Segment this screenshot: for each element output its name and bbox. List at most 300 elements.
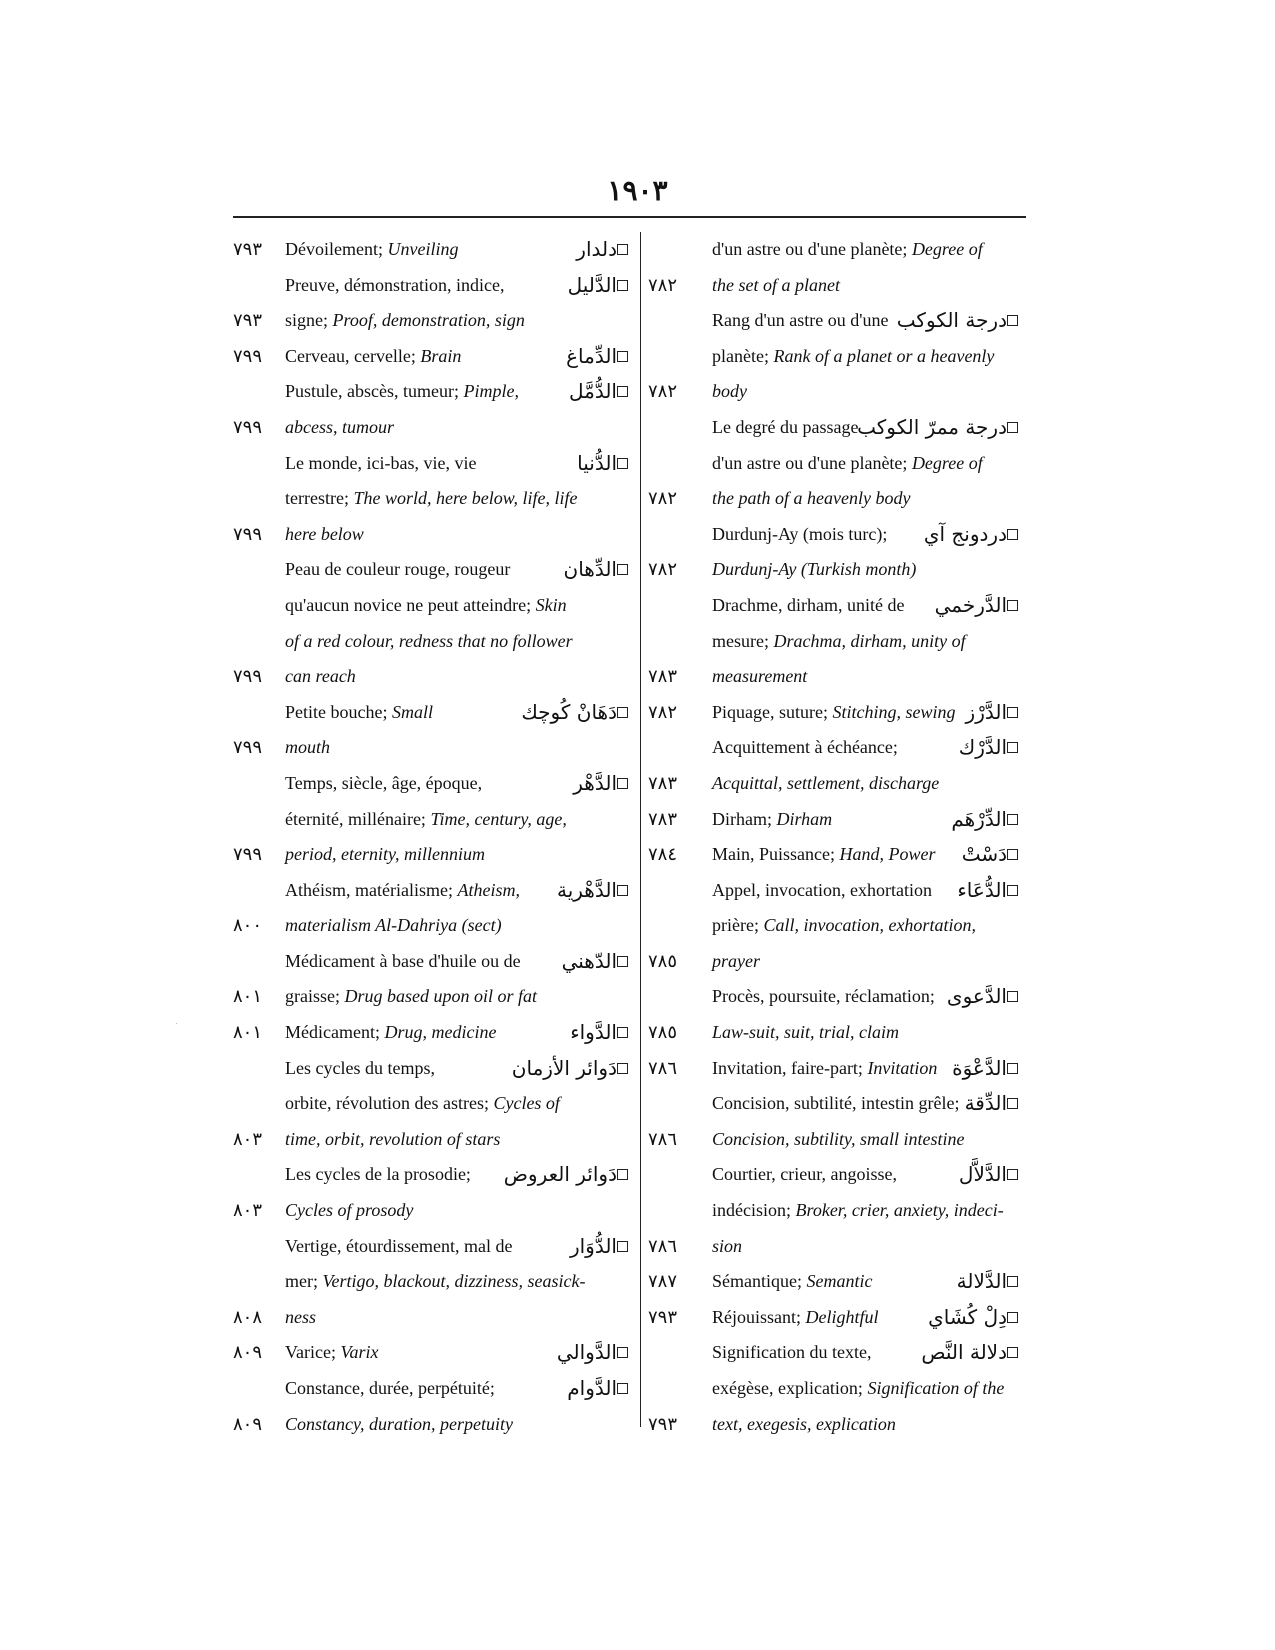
square-bullet-icon — [617, 458, 628, 469]
arabic-term: دَهَانْ كُوچك — [521, 699, 617, 724]
entry-line — [233, 517, 636, 553]
english-definition: Acquittal, settlement, discharge — [712, 772, 940, 793]
french-definition: graisse; — [285, 986, 345, 1007]
english-definition: ness — [285, 1306, 316, 1327]
definition-text — [285, 232, 458, 268]
definition-text — [712, 303, 888, 339]
page-reference: ٧٨٢ — [648, 381, 678, 402]
square-bullet-icon — [617, 244, 628, 255]
french-definition: Invitation, faire-part; — [712, 1057, 868, 1078]
page-reference: ٨٠٣ — [233, 1200, 263, 1221]
page-reference: ٧٨٢ — [648, 701, 678, 722]
arabic-headword — [921, 1335, 1026, 1371]
definition-text — [285, 1335, 378, 1371]
french-definition: qu'aucun novice ne peut atteindre; — [285, 594, 536, 615]
arabic-term: الدُّوَار — [569, 1233, 617, 1258]
english-definition: Signification of the — [867, 1378, 1005, 1398]
margin-mark — [176, 1023, 177, 1024]
english-definition: measurement — [712, 666, 808, 687]
entry-line — [233, 730, 636, 766]
entry-line — [648, 1300, 1026, 1336]
definition-text — [285, 766, 482, 802]
english-definition: time, orbit, revolution of stars — [285, 1128, 501, 1149]
english-definition: Proof, demonstration, sign — [332, 310, 525, 331]
definition-text — [285, 1157, 471, 1193]
entry-line — [233, 268, 636, 304]
square-bullet-icon — [1007, 707, 1018, 718]
entry-line — [233, 1371, 636, 1407]
definition-text — [712, 588, 904, 624]
square-bullet-icon — [617, 1241, 628, 1252]
arabic-term: درجة ممرّ الكوكب — [857, 414, 1007, 439]
french-definition: Temps, siècle, âge, époque, — [285, 772, 483, 793]
definition-text — [712, 695, 955, 731]
definition-text — [285, 1407, 513, 1443]
square-bullet-icon — [617, 564, 628, 575]
page-reference: ٧٨٦ — [648, 1128, 678, 1149]
definition-text — [712, 517, 887, 553]
english-definition: Delightful — [805, 1306, 879, 1327]
entry-line — [233, 481, 636, 517]
definition-text — [712, 908, 976, 944]
definition-text — [712, 1371, 1004, 1407]
entry-line — [233, 1015, 636, 1051]
entry-line — [648, 837, 1026, 873]
entry-line — [233, 410, 636, 446]
arabic-headword — [928, 1300, 1026, 1336]
english-definition: Stitching, sewing — [832, 701, 956, 722]
definition-text — [285, 410, 394, 446]
french-definition: Procès, poursuite, réclamation; — [712, 986, 935, 1007]
arabic-headword — [504, 1157, 636, 1193]
entry-line — [233, 1122, 636, 1158]
page-reference: ٨٠٩ — [233, 1342, 263, 1363]
definition-text — [712, 232, 983, 268]
entry-line — [648, 232, 1026, 268]
page-reference: ٧٩٩ — [233, 737, 263, 758]
french-definition: Dirham; — [712, 808, 777, 829]
definition-text — [285, 624, 573, 660]
definition-text — [285, 1300, 316, 1336]
definition-text — [285, 730, 330, 766]
french-definition: Le monde, ici-bas, vie, vie — [285, 452, 477, 473]
arabic-headword — [569, 374, 636, 410]
entry-line — [648, 552, 1026, 588]
arabic-term: الدَّهْر — [573, 770, 617, 795]
arabic-term: الدُّنيا — [577, 450, 617, 475]
english-definition: Broker, crier, anxiety, indeci- — [795, 1200, 1004, 1221]
definition-text — [712, 1193, 1004, 1229]
square-bullet-icon — [1007, 991, 1018, 1002]
entry-line — [648, 303, 1026, 339]
square-bullet-icon — [617, 956, 628, 967]
column-divider — [640, 232, 641, 1427]
english-definition: prayer — [712, 950, 760, 971]
entry-line — [648, 1015, 1026, 1051]
arabic-term: دلالة النَّص — [921, 1340, 1007, 1365]
french-definition: exégèse, explication; — [712, 1378, 868, 1398]
arabic-headword — [959, 730, 1026, 766]
english-definition: Small — [391, 701, 433, 722]
french-definition: Vertige, étourdissement, mal de — [285, 1235, 513, 1256]
definition-text — [285, 552, 510, 588]
page-reference: ٧٨٢ — [648, 488, 678, 509]
arabic-term: الدِّرْهَم — [951, 806, 1007, 831]
arabic-term: الدَّرْز — [965, 699, 1007, 724]
english-definition: mouth — [285, 737, 330, 758]
french-definition: Drachme, dirham, unité de — [712, 594, 905, 615]
english-definition: Degree of — [911, 239, 983, 259]
definition-text — [285, 1264, 585, 1300]
french-definition: Les cycles du temps, — [285, 1057, 435, 1078]
definition-text — [712, 1122, 965, 1158]
french-definition: Les cycles de la prosodie; — [285, 1164, 471, 1185]
english-definition: Call, invocation, exhortation, — [763, 915, 976, 936]
definition-text — [285, 837, 485, 873]
arabic-term: الدِّقة — [964, 1091, 1007, 1116]
entry-line — [648, 410, 1026, 446]
english-definition: Dirham — [776, 808, 833, 829]
arabic-headword — [566, 339, 636, 375]
definition-text — [712, 1407, 896, 1443]
entry-line — [648, 802, 1026, 838]
arabic-term: الدَّواء — [570, 1020, 617, 1045]
page-reference: ٨٠٠ — [233, 915, 263, 936]
arabic-term: الدَّرخمي — [934, 592, 1007, 617]
french-definition: Peau de couleur rouge, rougeur — [285, 559, 511, 580]
arabic-term: الدِّماغ — [566, 343, 617, 368]
entry-line — [648, 1193, 1026, 1229]
english-definition: Skin — [535, 594, 567, 615]
square-bullet-icon — [1007, 742, 1018, 753]
french-definition: Pustule, abscès, tumeur; — [285, 381, 464, 402]
definition-text — [712, 1229, 742, 1265]
english-definition: sion — [712, 1235, 743, 1256]
arabic-term: الدَّلاَّل — [958, 1162, 1007, 1187]
entry-line — [648, 944, 1026, 980]
arabic-headword — [935, 588, 1026, 624]
entry-line — [233, 1407, 636, 1443]
page-reference: ٧٩٩ — [233, 844, 263, 865]
entry-line — [233, 873, 636, 909]
square-bullet-icon — [1007, 814, 1018, 825]
arabic-term: الدَّرْك — [958, 735, 1007, 760]
definition-text — [285, 1015, 496, 1051]
arabic-headword — [952, 1051, 1026, 1087]
definition-text — [285, 979, 537, 1015]
french-definition: Signification du texte, — [712, 1342, 872, 1363]
definition-text — [712, 730, 898, 766]
english-definition: the set of a planet — [712, 274, 840, 295]
entry-line — [233, 446, 636, 482]
entry-line — [648, 481, 1026, 517]
arabic-headword — [962, 837, 1026, 873]
page-reference: ٧٩٣ — [648, 1306, 678, 1327]
arabic-headword — [570, 1229, 636, 1265]
arabic-term: الدَّعوى — [946, 984, 1007, 1009]
arabic-headword — [576, 232, 636, 268]
french-definition: d'un astre ou d'une planète; — [712, 452, 912, 473]
entry-line — [233, 232, 636, 268]
page-reference: ٧٨٢ — [648, 559, 678, 580]
page-reference: ٧٩٩ — [233, 416, 263, 437]
arabic-term: دِلْ كُشَاي — [928, 1304, 1007, 1329]
english-definition: materialism Al-Dahriya (sect) — [285, 915, 502, 936]
definition-text — [285, 944, 521, 980]
french-definition: prière; — [712, 915, 764, 936]
definition-text — [285, 659, 356, 695]
page-reference: ٧٩٩ — [233, 523, 263, 544]
arabic-headword — [564, 552, 636, 588]
header-rule — [233, 216, 1026, 218]
page-reference: ٧٨٧ — [648, 1271, 678, 1292]
english-definition: Unveiling — [387, 239, 459, 259]
french-definition: mesure; — [712, 630, 774, 651]
definition-text — [285, 588, 567, 624]
definition-text — [712, 1086, 959, 1122]
french-definition: terrestre; — [285, 488, 354, 509]
page-reference: ٧٨٤ — [648, 844, 678, 865]
english-definition: the path of a heavenly body — [712, 488, 911, 509]
english-definition: Drug, medicine — [384, 1022, 497, 1043]
page-reference: ٧٨٣ — [648, 666, 678, 687]
entry-line — [648, 766, 1026, 802]
arabic-term: الدّهني — [561, 948, 617, 973]
arabic-headword — [947, 979, 1026, 1015]
arabic-headword — [966, 695, 1026, 731]
french-definition: Concision, subtilité, intestin grêle; — [712, 1093, 960, 1114]
entry-line — [233, 374, 636, 410]
english-definition: Durdunj-Ay (Turkish month) — [712, 559, 917, 580]
french-definition: Médicament à base d'huile ou de — [285, 950, 521, 971]
french-definition: Preuve, démonstration, indice, — [285, 274, 505, 295]
arabic-headword — [857, 410, 1026, 446]
left-column — [233, 232, 636, 1442]
english-definition: Pimple, — [463, 381, 519, 402]
arabic-term: دَوائر العروض — [503, 1162, 617, 1187]
entry-line — [648, 1229, 1026, 1265]
definition-text — [712, 1157, 897, 1193]
english-definition: Drug based upon oil or fat — [344, 986, 537, 1007]
page-reference: ٧٨٥ — [648, 950, 678, 971]
french-definition: Le degré du passage — [712, 416, 859, 437]
entry-line — [648, 1086, 1026, 1122]
arabic-headword — [567, 1371, 636, 1407]
square-bullet-icon — [617, 1169, 628, 1180]
page-reference: ٨٠٨ — [233, 1306, 263, 1327]
english-definition: can reach — [285, 666, 356, 687]
entry-line — [233, 1051, 636, 1087]
entry-line — [648, 659, 1026, 695]
entry-line — [233, 979, 636, 1015]
entry-line — [648, 268, 1026, 304]
square-bullet-icon — [1007, 1347, 1018, 1358]
definition-text — [285, 1051, 435, 1087]
arabic-term: الدَّليل — [567, 272, 617, 297]
english-definition: body — [712, 381, 747, 402]
entry-line — [648, 1335, 1026, 1371]
definition-text — [285, 303, 525, 339]
definition-text — [712, 374, 747, 410]
definition-text — [712, 1264, 872, 1300]
arabic-term: الدَّهْرية — [556, 877, 617, 902]
entry-line — [648, 1407, 1026, 1443]
entry-line — [233, 1335, 636, 1371]
french-definition: mer; — [285, 1271, 323, 1292]
definition-text — [712, 481, 910, 517]
french-definition: Sémantique; — [712, 1271, 807, 1292]
arabic-headword — [557, 1335, 636, 1371]
english-definition: Degree of — [911, 452, 983, 473]
english-definition: Constancy, duration, perpetuity — [285, 1413, 513, 1434]
definition-text — [712, 837, 936, 873]
arabic-term: دَوائر الأزمان — [511, 1055, 617, 1080]
definition-text — [285, 481, 577, 517]
english-definition: Concision, subtility, small intestine — [712, 1128, 965, 1149]
entry-line — [648, 517, 1026, 553]
entry-line — [233, 1193, 636, 1229]
entry-line — [233, 1300, 636, 1336]
english-definition: Cycles of prosody — [285, 1200, 414, 1221]
definition-text — [712, 766, 939, 802]
square-bullet-icon — [1007, 600, 1018, 611]
french-definition: Courtier, crieur, angoisse, — [712, 1164, 898, 1185]
entry-line — [233, 303, 636, 339]
page-reference: ٨٠٣ — [233, 1128, 263, 1149]
definition-text — [712, 624, 966, 660]
english-definition: Hand, Power — [839, 844, 936, 865]
page-reference: ٧٨٦ — [648, 1235, 678, 1256]
english-definition: Invitation — [867, 1057, 938, 1078]
entry-line — [648, 908, 1026, 944]
definition-text — [285, 908, 502, 944]
arabic-term: دَسْتْ — [961, 842, 1007, 867]
french-definition: Piquage, suture; — [712, 701, 833, 722]
square-bullet-icon — [617, 1063, 628, 1074]
square-bullet-icon — [1007, 1063, 1018, 1074]
page-reference: ٧٩٣ — [233, 310, 263, 331]
arabic-headword — [924, 517, 1026, 553]
english-definition: period, eternity, millennium — [285, 844, 485, 865]
definition-text — [285, 802, 567, 838]
french-definition: Athéism, matérialisme; — [285, 879, 458, 900]
square-bullet-icon — [1007, 529, 1018, 540]
entry-line — [648, 695, 1026, 731]
arabic-term: الدَّعْوَة — [952, 1055, 1007, 1080]
entry-line — [233, 1157, 636, 1193]
page-reference: ٨٠١ — [233, 1022, 263, 1043]
french-definition: éternité, millénaire; — [285, 808, 431, 829]
english-definition: Rank of a planet or a heavenly — [773, 345, 995, 366]
arabic-term: الدَّوالي — [556, 1340, 617, 1365]
definition-text — [712, 979, 935, 1015]
definition-text — [712, 659, 807, 695]
page-reference: ٧٨٢ — [648, 274, 678, 295]
page-reference: ٨٠١ — [233, 986, 263, 1007]
english-definition: Drachma, dirham, unity of — [773, 630, 966, 651]
definition-text — [712, 802, 832, 838]
entry-line — [233, 695, 636, 731]
square-bullet-icon — [617, 885, 628, 896]
entry-line — [648, 374, 1026, 410]
french-definition: planète; — [712, 345, 774, 366]
english-definition: The world, here below, life, life — [353, 488, 578, 509]
arabic-headword — [562, 944, 636, 980]
entry-line — [233, 624, 636, 660]
entry-line — [648, 588, 1026, 624]
square-bullet-icon — [1007, 849, 1018, 860]
square-bullet-icon — [1007, 1312, 1018, 1323]
definition-text — [285, 1193, 413, 1229]
definition-text — [712, 552, 916, 588]
arabic-term: الدِّهان — [563, 557, 617, 582]
french-definition: Acquittement à échéance; — [712, 737, 898, 758]
arabic-term: الدَّوام — [567, 1376, 617, 1400]
arabic-headword — [557, 873, 636, 909]
square-bullet-icon — [617, 386, 628, 397]
definition-text — [285, 1229, 512, 1265]
arabic-headword — [573, 766, 636, 802]
arabic-headword — [570, 1015, 636, 1051]
english-definition: Cycles of — [493, 1093, 560, 1114]
entry-line — [648, 446, 1026, 482]
french-definition: orbite, révolution des astres; — [285, 1093, 494, 1114]
arabic-headword — [577, 446, 636, 482]
entry-line — [648, 1157, 1026, 1193]
french-definition: Cerveau, cervelle; — [285, 345, 421, 366]
english-definition: Vertigo, blackout, dizziness, seasick- — [322, 1271, 586, 1292]
definition-text — [712, 268, 840, 304]
definition-text — [712, 339, 994, 375]
definition-text — [285, 268, 504, 304]
entry-line — [648, 1264, 1026, 1300]
arabic-term: دردونج آي — [923, 521, 1007, 546]
arabic-term: دلدار — [576, 237, 617, 261]
page-reference: ٧٩٣ — [233, 239, 263, 259]
english-definition: Law-suit, suit, trial, claim — [712, 1022, 900, 1043]
french-definition: Médicament; — [285, 1022, 385, 1043]
english-definition: text, exegesis, explication — [712, 1413, 896, 1434]
entry-line — [648, 1122, 1026, 1158]
arabic-term: الدَّلالة — [956, 1269, 1007, 1294]
definition-text — [712, 1335, 871, 1371]
arabic-term: درجة الكوكب — [896, 308, 1007, 333]
entry-line — [648, 979, 1026, 1015]
definition-text — [712, 1300, 879, 1336]
square-bullet-icon — [617, 707, 628, 718]
english-definition: Semantic — [806, 1271, 873, 1292]
arabic-term: الدُّعَاء — [957, 877, 1007, 902]
definition-text — [285, 1122, 500, 1158]
page-reference: ٧٩٩ — [233, 345, 263, 366]
entry-line — [648, 730, 1026, 766]
english-definition: of a red colour, redness that no follower — [285, 630, 573, 651]
definition-text — [285, 339, 461, 375]
arabic-term: الدُّمَّل — [568, 379, 617, 404]
french-definition: Varice; — [285, 1342, 341, 1363]
square-bullet-icon — [1007, 1169, 1018, 1180]
definition-text — [285, 1371, 495, 1407]
french-definition: Main, Puissance; — [712, 844, 840, 865]
entry-line — [233, 659, 636, 695]
french-definition: Réjouissant; — [712, 1306, 806, 1327]
page-number: ١٩٠٣ — [607, 176, 668, 207]
arabic-headword — [521, 695, 636, 731]
square-bullet-icon — [617, 1383, 628, 1394]
arabic-headword — [957, 1264, 1026, 1300]
definition-text — [712, 873, 932, 909]
french-definition: Constance, durée, perpétuité; — [285, 1378, 495, 1398]
